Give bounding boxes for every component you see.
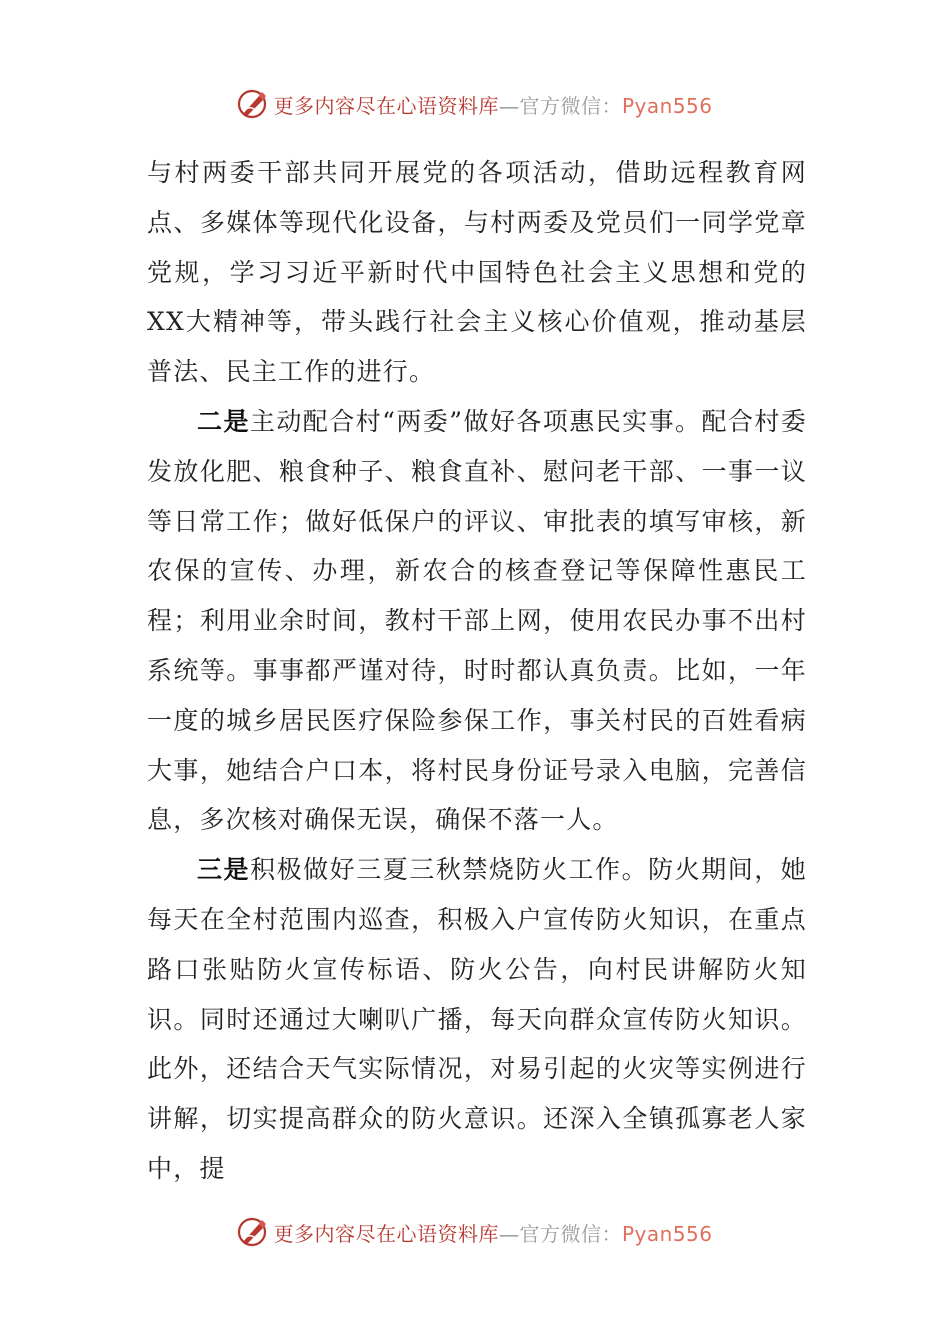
paragraph-1	[147, 148, 807, 397]
document-body	[147, 148, 807, 1194]
pen-logo-icon	[237, 88, 269, 120]
header-wechat-id: Pyan556	[621, 93, 713, 118]
paragraph-2-lead: 二是	[197, 406, 250, 436]
header-banner-separator: —	[498, 93, 520, 118]
footer-banner	[0, 1212, 950, 1252]
header-wechat-label: 官方微信：	[519, 93, 622, 118]
paragraph-3	[147, 845, 807, 1194]
paragraph-3-lead: 三是	[197, 855, 251, 885]
header-banner-text	[273, 90, 712, 119]
footer-wechat-id: Pyan556	[621, 1221, 713, 1246]
footer-banner-text	[273, 1218, 712, 1247]
paragraph-2	[147, 397, 807, 845]
header-banner	[0, 84, 950, 124]
header-banner-title: 更多内容尽在心语资料库	[273, 93, 499, 118]
paragraph-2-text: 主动配合村“两委”做好各项惠民实事。配合村委发放化肥、粮食种子、粮食直补、慰问老干部、一事一议等日常工作；做好低保户的评议、审批表的填写审核，新农保的宣传、办理，新农合的核查登记等保障性惠民工程；利用业余时间，教村干部上网，使用农民办事不出村系统等。事事都严谨对待，时时都认真负责。比如，一年一度的城乡居民医疗保险参保工作，事关村民的百姓看病大事，她结合户口本，将村民身份证号录入电脑，完善信息，多次核对确保无误，确保不落一人。	[147, 406, 807, 835]
footer-wechat-label: 官方微信：	[519, 1221, 622, 1246]
pen-logo-icon	[237, 1216, 269, 1248]
paragraph-3-text: 积极做好三夏三秋禁烧防火工作。防火期间，她每天在全村范围内巡查，积极入户宣传防火知识，在重点路口张贴防火宣传标语、防火公告，向村民讲解防火知识。同时还通过大喇叭广播，每天向群众宣传防火知识。此外，还结合天气实际情况，对易引起的火灾等实例进行讲解，切实提高群众的防火意识。还深入全镇孤寡老人家中，提	[147, 855, 807, 1183]
footer-banner-separator: —	[498, 1221, 520, 1246]
footer-banner-title: 更多内容尽在心语资料库	[273, 1221, 499, 1246]
paragraph-1-text: 与村两委干部共同开展党的各项活动，借助远程教育网点、多媒体等现代化设备，与村两委及党员们一同学党章党规，学习习近平新时代中国特色社会主义思想和党的XX大精神等，带头践行社会主义核心价值观，推动基层普法、民主工作的进行。	[147, 158, 807, 387]
